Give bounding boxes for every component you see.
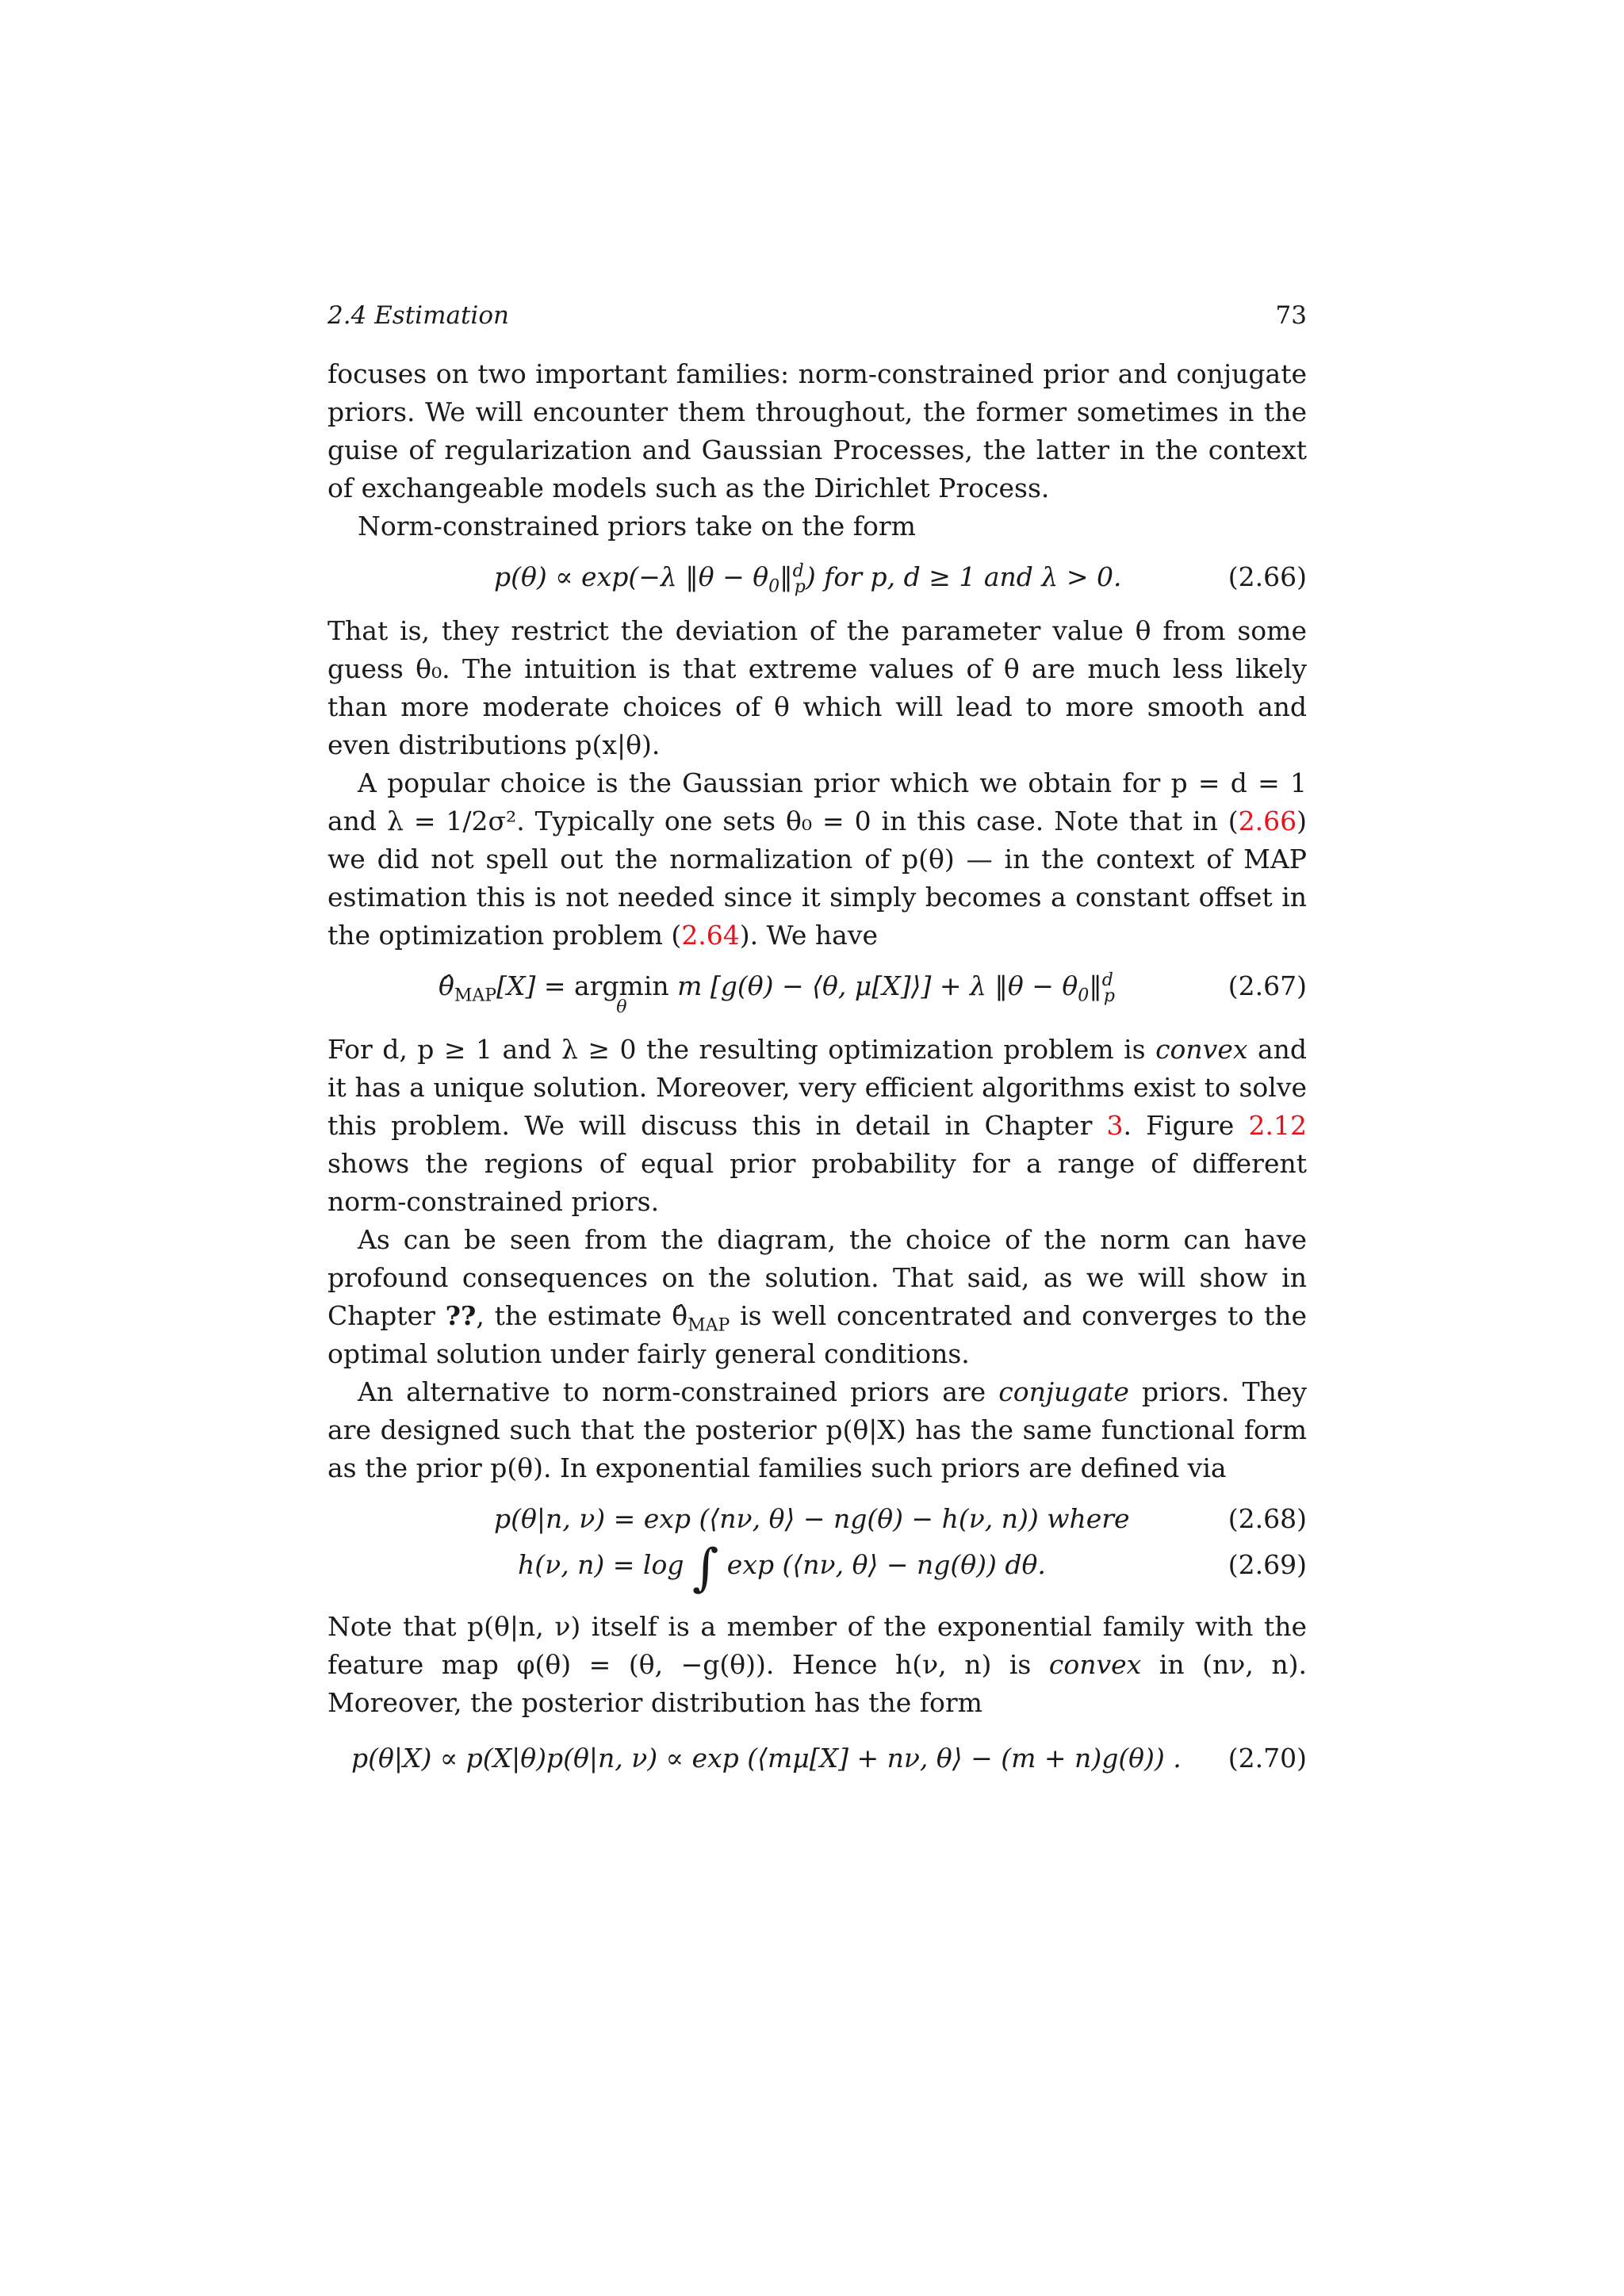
page-number: 73 <box>1275 301 1307 330</box>
equation-link[interactable]: 2.66 <box>1238 806 1297 836</box>
equation-2-67 <box>327 967 1307 1015</box>
equation-body: p(θ) ∝ exp(−λ ‖θ − $\theta_0‖^d_p$) for p, d ≥ 1 and λ > 0. <box>494 561 1122 597</box>
unresolved-reference: ?? <box>445 1300 477 1331</box>
equation-body: h(ν, n) = log ∫ exp (⟨nν, θ⟩ − ng(θ)) dθ. <box>518 1539 1046 1598</box>
paragraph: That is, they restrict the deviation of the parameter value θ from some guess θ₀. The intuition is that extreme values of θ are much less likely than more moderate choices of θ which will lead to more smooth and even distributions p(x|θ). <box>327 615 1307 760</box>
equation-2-66 <box>327 558 1307 596</box>
figure-link[interactable]: 2.12 <box>1248 1110 1307 1141</box>
equation-2-69 <box>327 1539 1307 1598</box>
equation-number: (2.66) <box>1228 561 1307 592</box>
equation-body: $\thetâ_{MAP}[X] = argmin$ θ m [g(θ) − ⟨θ, μ[X]⟩] + λ ‖θ − $\theta_0‖^d_p$ <box>439 967 1115 1005</box>
equation-number: (2.68) <box>1228 1503 1307 1534</box>
equation-link[interactable]: 2.64 <box>681 920 740 951</box>
equation-body: p(θ|X) ∝ p(X|θ)p(θ|n, ν) ∝ exp (⟨mμ[X] + nν, θ⟩ − (m + n)g(θ)) . <box>351 1743 1182 1774</box>
chapter-link[interactable]: 3 <box>1106 1110 1124 1141</box>
paragraph: As can be seen from the diagram, the choice of the norm can have profound consequences on the solution. That said, as we will show in Chapter ??, the estimate $\thetâ_{MAP}$ is well concentrated and converges to the optimal solution under fairly general conditions. <box>327 1224 1307 1369</box>
equation-number: (2.70) <box>1228 1743 1307 1774</box>
argmin-operator: argmin θ <box>573 970 669 1017</box>
equation-2-68 <box>327 1500 1307 1538</box>
section-title: 2.4 Estimation <box>327 301 509 330</box>
paragraph: An alternative to norm-constrained priors are conjugate priors. They are designed such that the posterior p(θ|X) has the same functional form as the prior p(θ). In exponential families such priors are defined via <box>327 1376 1308 1483</box>
equation-number: (2.67) <box>1228 970 1307 1001</box>
equation-2-70 <box>327 1739 1307 1777</box>
paragraph: focuses on two important families: norm-constrained prior and conjugate priors. We will encounter them throughout, the former sometimes in the guise of regularization and Gaussian Processes, the latter in the context of exchangeable models such as the Dirichlet Process. <box>327 358 1307 503</box>
integral-sign: ∫ <box>691 1539 719 1598</box>
equation-number: (2.69) <box>1228 1549 1307 1580</box>
page-body <box>327 355 1307 1793</box>
paragraph: Note that p(θ|n, ν) itself is a member of the exponential family with the feature map φ(θ) = (θ, −g(θ)). Hence h(ν, n) is convex in (nν, n). Moreover, the posterior distribution has the form <box>327 1611 1307 1718</box>
paragraph: A popular choice is the Gaussian prior which we obtain for p = d = 1 and λ = 1/2σ². Typically one sets θ₀ = 0 in this case. Note that in (2.66) we did not spell out the normalization of p(θ) — in the context of MAP estimation this is not needed since it simply becomes a constant offset in the optimization problem (2.64). We have <box>327 767 1307 951</box>
paragraph: For d, p ≥ 1 and λ ≥ 0 the resulting optimization problem is convex and it has a unique solution. Moreover, very efficient algorithms exist to solve this problem. We will discuss this in detail in Chapter 3. Figure 2.12 shows the regions of equal prior probability for a range of different norm-constrained priors. <box>327 1034 1307 1217</box>
equation-body: p(θ|n, ν) = exp (⟨nν, θ⟩ − ng(θ) − h(ν, n)) where <box>494 1503 1130 1534</box>
paragraph: Norm-constrained priors take on the form <box>358 511 916 541</box>
running-header <box>327 301 1307 330</box>
